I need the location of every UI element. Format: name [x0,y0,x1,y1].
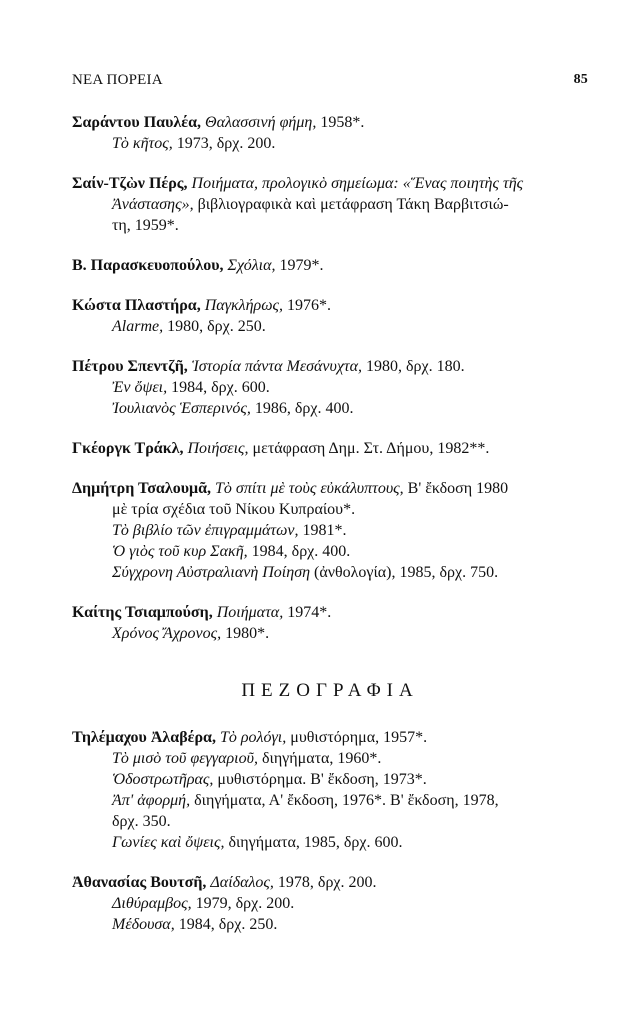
author-name: Γκέοργκ Τράκλ, [72,440,184,457]
work-title: Ἐν ὄψει, [112,379,168,396]
work-title: Ἰουλιανὸς Ἑσπερινός, [112,400,251,417]
entry-line [72,727,588,748]
entry-line [72,398,588,419]
publication-details: 1984, δρχ. 250. [174,916,278,933]
work-title: Χρόνος Ἄχρονος, [112,625,222,642]
work-title: Ἱστορία πάντα Μεσάνυχτα, [191,358,363,375]
author-name: Τηλέμαχου Ἀλαβέρα, [72,729,216,746]
work-title: Ἀπ' ἀφορμή, [112,792,191,809]
bibliography-entry [72,478,588,583]
entry-line [72,316,588,337]
author-name: Β. Παρασκευοπούλου, [72,257,224,274]
section-heading-prose: ΠΕΖΟΓΡΑΦΙΑ [241,680,419,701]
entry-line [72,872,588,893]
entry-line [72,748,588,769]
publication-details: 1984, δρχ. 400. [247,543,351,560]
publication-details: μυθιστόρημα. Β' ἔκδοση, 1973*. [213,771,427,788]
entry-line [72,255,588,276]
author-name: Καίτης Τσιαμπούση, [72,604,213,621]
author-name: Πέτρου Σπεντζῆ, [72,358,188,375]
entry-line [72,623,588,644]
entry-line [72,541,588,562]
work-title: Τὸ μισὸ τοῦ φεγγαριοῦ, [112,750,258,767]
bibliography-entry [72,356,588,419]
publication-details: 1958*. [316,114,365,131]
bibliography-entry [72,438,588,459]
publication-details: δρχ. 350. [112,813,171,830]
publication-details: 1980*. [221,625,270,642]
prose-section [72,727,588,935]
work-title: Γωνίες καὶ ὄψεις, [112,834,225,851]
work-title: Τὸ βιβλίο τῶν ἐπιγραμμάτων, [112,522,299,539]
publication-details: διηγήματα, Α' ἔκδοση, 1976*. Β' ἔκδοση, 1978, [190,792,499,809]
entry-line [72,295,588,316]
publication-details: Β' ἔκδοση 1980 [403,480,509,497]
bibliography-entry [72,602,588,644]
entry-line [72,520,588,541]
publication-details: βιβλιογραφικὰ καὶ μετάφραση Τάκη Βαρβιτσιώ- [193,196,509,213]
entry-line [72,790,588,811]
publication-details: 1980, δρχ. 180. [362,358,465,375]
publication-details: 1973, δρχ. 200. [172,135,276,152]
page-number: 85 [573,72,588,87]
work-title: Ἀνάστασης», [112,196,194,213]
work-title: Ὁδοστρωτῆρας, [112,771,214,788]
author-name: Σαίν-Τζὼν Πέρς, [72,175,188,192]
bibliography-entry [72,295,588,337]
work-title: Σύγχρονη Αὐστραλιανὴ Ποίηση [112,564,311,581]
publication-details: 1974*. [283,604,332,621]
entry-line [72,562,588,583]
entry-line [72,173,588,194]
entry-line [72,499,588,520]
work-title: Θαλασσινή φήμη, [205,114,317,131]
entry-line [72,438,588,459]
work-title: Ποιήματα, [216,604,284,621]
work-title: Παγκλήρως, [204,297,284,314]
entry-line [72,602,588,623]
publication-details: 1981*. [298,522,347,539]
work-title: Ὁ γιὸς τοῦ κυρ Σακῆ, [112,543,248,560]
bibliography-list [72,112,588,954]
publication-details: 1980, δρχ. 250. [163,318,266,335]
work-title: Ποιήσεις, [187,440,249,457]
publication-details: διηγήματα, 1985, δρχ. 600. [224,834,403,851]
publication-details: 1986, δρχ. 400. [250,400,354,417]
work-title: Ποιήματα, προλογικὸ σημείωμα: «Ἕνας ποιητὴς τῆς [191,175,524,192]
publication-details: διηγήματα, 1960*. [257,750,382,767]
publication-details: μυθιστόρημα, 1957*. [286,729,428,746]
entry-line [72,377,588,398]
bibliography-entry [72,255,588,276]
work-title: Alarme, [112,318,164,335]
running-header [72,72,588,89]
author-name: Ἀθανασίας Βουτσῆ, [72,874,207,891]
entry-line [72,893,588,914]
publication-details: τη, 1959*. [112,217,179,234]
entry-line [72,215,588,236]
author-name: Δημήτρη Τσαλουμᾶ, [72,480,212,497]
publication-details: (ἀνθολογία), 1985, δρχ. 750. [310,564,499,581]
bibliography-entry [72,173,588,236]
bibliography-entry [72,112,588,154]
work-title: Τὸ ρολόγι, [219,729,287,746]
work-title: Διθύραμβος, [112,895,192,912]
journal-title: ΝΕΑ ΠΟΡΕΙΑ [72,72,163,88]
entry-line [72,478,588,499]
publication-details: 1984, δρχ. 600. [167,379,270,396]
publication-details: μετάφραση Δημ. Στ. Δήμου, 1982**. [248,440,490,457]
work-title: Δαίδαλος, [210,874,274,891]
entry-line [72,832,588,853]
entry-line [72,811,588,832]
entry-line [72,133,588,154]
entry-line [72,194,588,215]
work-title: Σχόλια, [227,257,276,274]
poetry-section [72,112,588,644]
entry-line [72,914,588,935]
work-title: Τὸ σπίτι μὲ τοὺς εὐκάλυπτους, [215,480,404,497]
bibliography-entry [72,727,588,853]
author-name: Κώστα Πλαστήρα, [72,297,201,314]
publication-details: 1978, δρχ. 200. [273,874,377,891]
work-title: Μέδουσα, [112,916,175,933]
publication-details: μὲ τρία σχέδια τοῦ Νίκου Κυπραίου*. [112,501,356,518]
author-name: Σαράντου Παυλέα, [72,114,202,131]
bibliography-entry [72,872,588,935]
entry-line [72,112,588,133]
entry-line [72,769,588,790]
work-title: Τὸ κῆτος, [112,135,173,152]
publication-details: 1979*. [275,257,324,274]
entry-line [72,356,588,377]
publication-details: 1979, δρχ. 200. [191,895,295,912]
publication-details: 1976*. [283,297,332,314]
